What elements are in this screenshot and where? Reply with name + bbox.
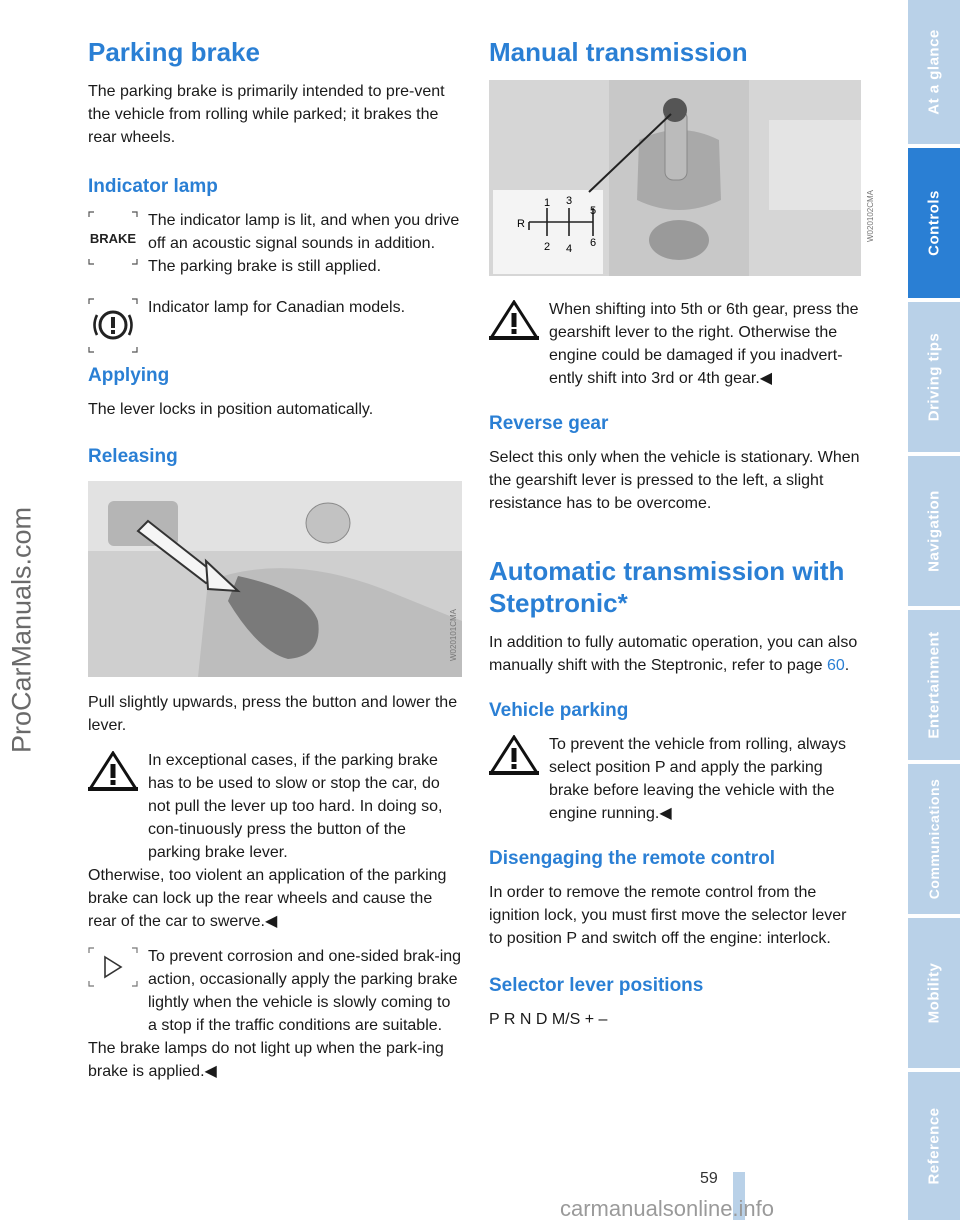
tab-communications[interactable]: Communications xyxy=(908,764,960,914)
vehicle-parking-warning-text: To prevent the vehicle from rolling, always select position P and apply the parking brake before leaving the vehicle with the engine running.◀ xyxy=(549,736,847,822)
releasing-warning-block xyxy=(88,749,462,933)
releasing-warning-text: In exceptional cases, if the parking brake has to be used to slow or stop the car, do not pull the lever up too hard. In doing so, con-tinuously press the button of the parking brake lever. xyxy=(148,752,443,861)
vehicle-parking-warning-block xyxy=(489,733,861,825)
automatic-text-before: In addition to fully automatic operation, you can also manually shift with the Steptronic, refer to page xyxy=(489,634,858,674)
tab-reference[interactable]: Reference xyxy=(908,1072,960,1220)
tab-navigation[interactable]: Navigation xyxy=(908,456,960,606)
manual-warning-block xyxy=(489,298,861,390)
releasing-figure-code: W020101CMA xyxy=(449,608,458,661)
site-watermark: ProCarManuals.com xyxy=(6,506,37,754)
manual-figure-code-box xyxy=(865,136,875,246)
automatic-text-after: . xyxy=(844,657,850,674)
brake-indicator-icon xyxy=(88,211,138,265)
parking-brake-lever-figure xyxy=(88,481,462,677)
manual-figure-code: W020102CMA xyxy=(866,189,875,242)
automatic-transmission-text xyxy=(489,631,861,677)
selector-positions-text: P R N D M/S + – xyxy=(489,1011,608,1028)
footer-watermark: carmanualsonline.info xyxy=(560,1196,775,1220)
indicator-lamp-heading: Indicator lamp xyxy=(88,176,218,197)
warning-icon xyxy=(489,300,539,340)
parking-brake-heading: Parking brake xyxy=(88,37,260,67)
right-column xyxy=(489,36,875,1031)
tab-controls[interactable]: Controls xyxy=(908,148,960,298)
tab-mobility[interactable]: Mobility xyxy=(908,918,960,1068)
gearshift-illustration xyxy=(489,80,861,276)
indicator-lamp-text: The indicator lamp is lit, and when you drive off an acoustic signal sounds in addition. The parking brake is still applied. xyxy=(148,212,460,275)
vehicle-parking-heading: Vehicle parking xyxy=(489,700,629,721)
gearshift-figure xyxy=(489,80,861,276)
tab-entertainment[interactable]: Entertainment xyxy=(908,610,960,760)
gear-label-4: 4 xyxy=(565,243,573,255)
gear-label-3: 3 xyxy=(565,195,573,207)
canadian-lamp-text: Indicator lamp for Canadian models. xyxy=(148,299,406,316)
applying-text: The lever locks in position automatically. xyxy=(88,401,374,418)
left-column xyxy=(88,36,462,1083)
reverse-gear-text: Select this only when the vehicle is stationary. When the gearshift lever is pressed to the left, a slight resistance has to be overcome. xyxy=(489,449,860,512)
applying-heading: Applying xyxy=(88,365,170,386)
releasing-note-text: To prevent corrosion and one-sided brak-ing action, occasionally apply the parking brake lightly when the vehicle is slowly coming to a stop if the traffic conditions are suitable. xyxy=(148,948,462,1034)
gear-label-5: 5 xyxy=(589,205,597,217)
canadian-brake-warning-icon xyxy=(88,298,138,354)
selector-positions-heading: Selector lever positions xyxy=(489,975,704,996)
reverse-gear-heading: Reverse gear xyxy=(489,413,609,434)
gear-label-6: 6 xyxy=(589,237,597,249)
remote-control-text: In order to remove the remote control from the ignition lock, you must first move the selector lever to position P and switch off the engine: interlock. xyxy=(489,884,847,947)
gear-label-1: 1 xyxy=(543,197,551,209)
gear-label-2: 2 xyxy=(543,241,551,253)
releasing-heading: Releasing xyxy=(88,446,178,467)
manual-transmission-heading: Manual transmission xyxy=(489,37,748,67)
gear-label-r: R xyxy=(517,218,525,230)
canadian-lamp-block xyxy=(88,296,462,356)
tab-at-a-glance[interactable]: At a glance xyxy=(908,0,960,144)
page-60-link[interactable]: 60 xyxy=(826,657,845,674)
parking-brake-illustration xyxy=(88,481,462,677)
warning-icon xyxy=(88,751,138,791)
releasing-note-cont: The brake lamps do not light up when the park-ing brake is applied.◀ xyxy=(88,1040,444,1080)
manual-figure-code-svg xyxy=(865,136,875,246)
remote-control-heading: Disengaging the remote control xyxy=(489,848,776,869)
tab-driving-tips[interactable]: Driving tips xyxy=(908,302,960,452)
chapter-tab-bar xyxy=(908,0,960,1220)
releasing-warning-cont: Otherwise, too violent an application of the parking brake can lock up the rear wheels and cause the rear of the car to swerve.◀ xyxy=(88,867,447,930)
manual-warning-text: When shifting into 5th or 6th gear, press the gearshift lever to the right. Otherwise the engine could be damaged if you inadvert-ently shift into 3rd or 4th gear.◀ xyxy=(549,301,859,387)
parking-brake-intro: The parking brake is primarily intended to pre-vent the vehicle from rolling while parked; it brakes the rear wheels. xyxy=(88,83,445,146)
releasing-note-block xyxy=(88,945,462,1083)
releasing-text: Pull slightly upwards, press the button and lower the lever. xyxy=(88,694,458,734)
automatic-transmission-heading: Automatic transmission with Steptronic* xyxy=(489,556,845,618)
indicator-lamp-block xyxy=(88,209,462,278)
brake-icon-label: BRAKE xyxy=(89,231,137,246)
note-arrow-icon xyxy=(88,947,138,987)
warning-icon xyxy=(489,735,539,775)
page-number: 59 xyxy=(700,1170,718,1187)
